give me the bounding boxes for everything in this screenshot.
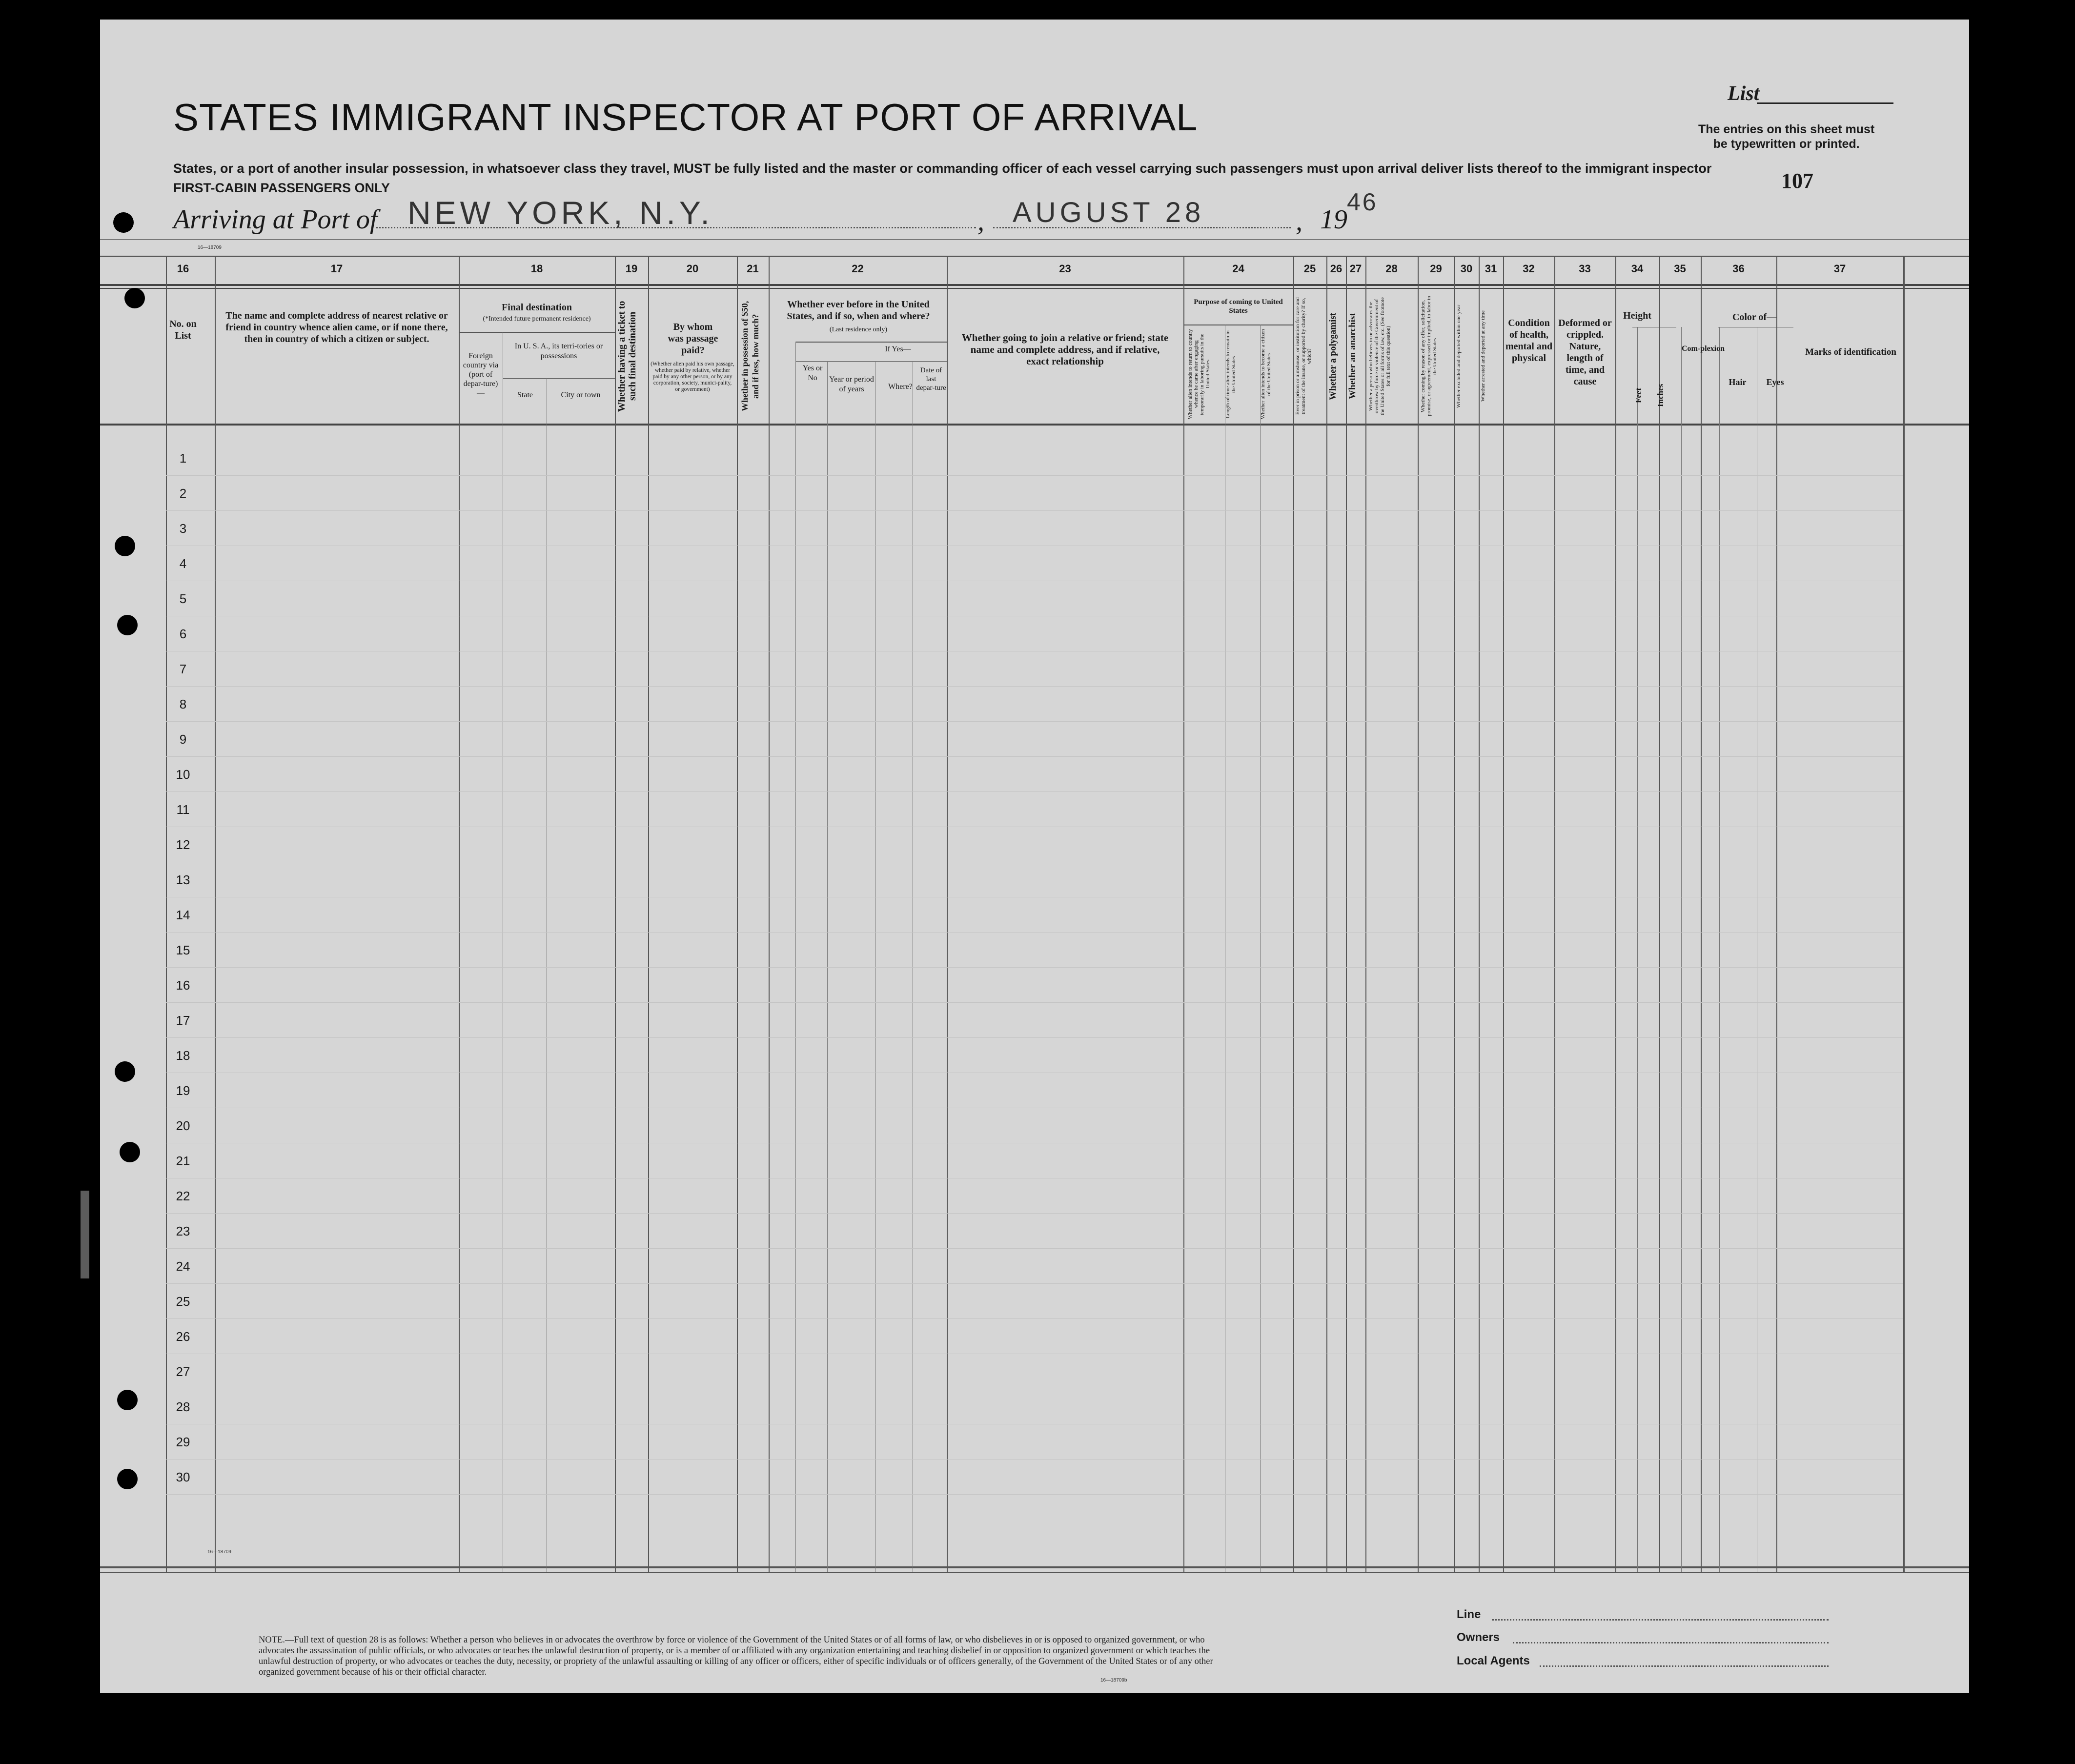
rule-top xyxy=(100,239,1969,240)
row-number: 10 xyxy=(176,767,190,782)
heading-state: State xyxy=(517,391,533,399)
column-line xyxy=(1776,256,1777,1572)
row-number: 25 xyxy=(176,1294,190,1309)
list-number-line xyxy=(1757,102,1893,104)
punch-hole xyxy=(115,1061,135,1082)
rule-column-numbers-top xyxy=(100,256,1969,257)
rule-ever-before xyxy=(795,342,947,343)
column-line xyxy=(459,256,460,1572)
list-label: List xyxy=(1728,82,1760,105)
column-line xyxy=(1346,256,1347,1572)
rule-purpose xyxy=(1183,324,1293,325)
heading-if-yes: If Yes— xyxy=(885,345,911,353)
row-number: 12 xyxy=(176,837,190,852)
row-number: 5 xyxy=(179,591,187,606)
col-26: 26 xyxy=(1330,263,1343,275)
punch-hole xyxy=(120,1142,140,1162)
row-number: 14 xyxy=(176,908,190,922)
column-line xyxy=(1418,256,1419,1572)
heading-by-whom-note: (Whether alien paid his own passage, whether paid by relative, whether paid by any other person, or by any corporation, society, munici-pality, or government) xyxy=(651,361,734,392)
col-20: 20 xyxy=(686,263,699,275)
agents-label: Local Agents xyxy=(1457,1654,1530,1667)
column-line xyxy=(737,256,738,1572)
heading-q28: Whether a person who believes in or advocates the overthrow by force or violence of the Government of the United States or all forms of law, etc. (See footnote for full text of this question) xyxy=(1368,297,1391,415)
column-line xyxy=(615,256,616,1572)
sub-column-line xyxy=(1719,327,1720,1572)
heading-q31: Whether arrested and deported at any time xyxy=(1480,310,1486,402)
footnote xyxy=(259,1635,1225,1678)
heading-anarchist: Whether an anarchist xyxy=(1347,313,1358,400)
instructions-line: States, or a port of another insular possession, in whatsoever class they travel, MUST be fully listed and the master or commanding officer of each vessel carrying such passengers must upon arrival deliver lists thereof to the immigrant inspector xyxy=(173,161,1712,176)
class-line: FIRST-CABIN PASSENGERS ONLY xyxy=(173,181,390,195)
sub-column-line xyxy=(1637,327,1638,1572)
clip-mark xyxy=(70,160,91,187)
row-number: 4 xyxy=(179,556,187,571)
row-number: 11 xyxy=(176,802,190,817)
col-16: 16 xyxy=(177,263,189,275)
punch-hole xyxy=(117,1469,138,1489)
year-suffix: 46 xyxy=(1347,188,1378,216)
heading-prison: Ever in prison or almshouse, or institution for care and treatment of the insane, or supported by charity? If so, which? xyxy=(1295,297,1312,415)
year-prefix: 19 xyxy=(1320,204,1347,235)
column-line xyxy=(769,256,770,1572)
row-rule xyxy=(166,1494,1903,1495)
col-31: 31 xyxy=(1485,263,1497,275)
row-rule xyxy=(166,1002,1903,1003)
row-rule xyxy=(166,1037,1903,1038)
heading-joining: Whether going to join a relative or friend; state name and complete address, and if relative, exact relationship xyxy=(961,332,1169,367)
rule-column-numbers-bottom-2 xyxy=(100,288,1969,289)
row-rule xyxy=(166,791,1903,792)
agents-field xyxy=(1540,1665,1829,1667)
row-number: 26 xyxy=(176,1329,190,1344)
paper-damage xyxy=(81,1191,89,1278)
form-code-bottom: 16—18709 xyxy=(207,1549,231,1555)
col-30: 30 xyxy=(1460,263,1473,275)
heading-no-on-list: No. on List xyxy=(169,319,197,341)
column-line xyxy=(1454,256,1455,1572)
footnote-code: 16—18709b xyxy=(1100,1678,1127,1683)
row-number: 15 xyxy=(176,943,190,957)
rule-usa xyxy=(503,378,615,379)
row-number: 19 xyxy=(176,1083,190,1098)
column-line xyxy=(1503,256,1504,1572)
heading-last-residence: (Last residence only) xyxy=(829,326,888,333)
row-number: 13 xyxy=(176,872,190,887)
col-23: 23 xyxy=(1059,263,1071,275)
column-line xyxy=(1554,256,1555,1572)
col-35: 35 xyxy=(1674,263,1686,275)
heading-date-departure: Date of last depar-ture xyxy=(916,366,946,392)
rule-column-numbers-bottom xyxy=(100,284,1969,286)
row-rule xyxy=(166,686,1903,687)
rule-table-bottom xyxy=(100,1566,1969,1568)
row-number: 21 xyxy=(176,1154,190,1168)
rule-final-dest xyxy=(459,332,615,333)
page-title: STATES IMMIGRANT INSPECTOR AT PORT OF ARRIVAL xyxy=(173,96,1198,139)
heading-in-usa: In U. S. A., its terri-tories or possessions xyxy=(514,342,603,360)
row-rule xyxy=(166,932,1903,933)
col-29: 29 xyxy=(1430,263,1442,275)
row-number: 22 xyxy=(176,1189,190,1203)
row-number: 9 xyxy=(179,732,187,747)
row-number: 20 xyxy=(176,1118,190,1133)
heading-final-destination-note: (*Intended future permanent residence) xyxy=(483,315,591,323)
owners-label: Owners xyxy=(1457,1631,1500,1644)
punch-hole xyxy=(117,1390,138,1410)
row-rule xyxy=(166,475,1903,476)
column-line xyxy=(1659,256,1660,1572)
row-number: 28 xyxy=(176,1399,190,1414)
column-line xyxy=(1701,256,1702,1572)
row-rule xyxy=(166,1248,1903,1249)
line-field xyxy=(1492,1619,1829,1621)
form-code-top: 16—18709 xyxy=(198,245,222,250)
col-21: 21 xyxy=(747,263,759,275)
punch-hole xyxy=(113,212,134,233)
col-25: 25 xyxy=(1303,263,1316,275)
col-24: 24 xyxy=(1232,263,1244,275)
rule-header-bottom xyxy=(100,424,1969,426)
col-27: 27 xyxy=(1349,263,1362,275)
heading-foreign-country: Foreign country via (port of depar-ture)— xyxy=(463,352,499,397)
entries-note xyxy=(1698,122,1874,151)
row-number: 24 xyxy=(176,1259,190,1274)
row-number: 3 xyxy=(179,521,187,536)
heading-ever-before: Whether ever before in the United States, and if so, when and where? xyxy=(787,299,930,322)
col-28: 28 xyxy=(1385,263,1398,275)
heading-eyes: Eyes xyxy=(1766,377,1784,387)
col-33: 33 xyxy=(1579,263,1591,275)
row-number: 8 xyxy=(179,697,187,711)
col-19: 19 xyxy=(625,263,638,275)
column-line xyxy=(648,256,649,1572)
sub-column-line xyxy=(827,361,828,1572)
row-number: 30 xyxy=(176,1470,190,1484)
sheet-number: 107 xyxy=(1781,169,1813,193)
heading-city: City or town xyxy=(561,391,601,399)
column-line xyxy=(1479,256,1480,1572)
footnote-text: —Full text of question 28 is as follows: Whether a person who believes in or advocates the overthrow by force or violence of the Government of the United States or of all forms of law, or who disbelieves in or is opposed to organized government, or who advocates the assassination of public officials, or who advocates or teaches the unlawful destruction of property, or is a member of or affiliated with any organization entertaining and teaching disbelief in or opposition to organized government or which teaches the unlawful destruction of property, or who advocates or teaches the duty, necessity, or propriety of the unlawful assaulting or killing of any officer or officers, either of specific individuals or of officers generally, of the Government of the United States or of any other organized government because of his or their official character. xyxy=(259,1635,1213,1677)
rule-table-bottom-2 xyxy=(100,1572,1969,1573)
col-32: 32 xyxy=(1523,263,1535,275)
heading-where: Where? xyxy=(888,383,913,391)
heading-final-destination: Final destination xyxy=(502,302,572,313)
row-number: 18 xyxy=(176,1048,190,1063)
row-number: 2 xyxy=(179,486,187,501)
row-rule xyxy=(166,967,1903,968)
arriving-label: Arriving at Port of xyxy=(173,204,378,235)
heading-year-period: Year or period of years xyxy=(829,375,874,393)
heading-color-of: Color of— xyxy=(1732,312,1777,323)
row-number: 6 xyxy=(179,627,187,641)
column-line xyxy=(1903,256,1905,1572)
heading-polygamist: Whether a polygamist xyxy=(1328,312,1338,400)
sub-column-line xyxy=(795,342,796,1572)
row-number: 17 xyxy=(176,1013,190,1028)
footnote-label: NOTE. xyxy=(259,1635,285,1645)
column-line xyxy=(1326,256,1327,1572)
column-line xyxy=(1293,256,1294,1572)
col-17: 17 xyxy=(330,263,343,275)
line-label: Line xyxy=(1457,1608,1481,1621)
column-line xyxy=(215,256,216,1572)
heading-purpose: Purpose of coming to United States xyxy=(1194,298,1283,315)
column-line xyxy=(1615,256,1616,1572)
heading-purpose-return: Whether alien intends to return to country whence he came after engaging temporarily in laboring pursuits in the United States xyxy=(1187,329,1211,420)
sub-column-line xyxy=(1260,324,1261,1572)
row-rule xyxy=(166,510,1903,511)
heading-hair: Hair xyxy=(1729,377,1747,387)
heading-purpose-citizen: Whether alien intends to become a citizen of the United States xyxy=(1260,329,1272,420)
entries-note-line-1: The entries on this sheet must xyxy=(1698,122,1875,136)
heading-purpose-length: Length of time alien intends to remain in the United States xyxy=(1225,330,1237,418)
manifest-sheet xyxy=(100,20,1969,1693)
heading-condition: Condition of health, mental and physical xyxy=(1505,318,1553,364)
row-number: 1 xyxy=(179,451,187,466)
heading-complexion: Com-plexion xyxy=(1682,345,1725,353)
row-number: 16 xyxy=(176,978,190,993)
column-line xyxy=(947,256,948,1572)
heading-inches: Inches xyxy=(1656,384,1665,407)
row-rule xyxy=(166,1213,1903,1214)
heading-yes-no: Yes or No xyxy=(802,364,823,382)
heading-deformed: Deformed or crippled. Nature, length of time, and cause xyxy=(1558,318,1612,387)
column-line xyxy=(1365,256,1366,1572)
heading-q29: Whether coming by reason of any offer, solicitation, promise, or agreement, expressed or implied, to labor in the United States xyxy=(1420,296,1438,417)
port-value: NEW YORK, N.Y. xyxy=(407,195,713,231)
row-rule xyxy=(166,1459,1903,1460)
row-number: 27 xyxy=(176,1364,190,1379)
col-37: 37 xyxy=(1833,263,1846,275)
heading-q30: Whether excluded and deported within one year xyxy=(1456,304,1462,408)
row-rule xyxy=(166,721,1903,722)
date-value: AUGUST 28 xyxy=(1013,197,1205,228)
punch-hole xyxy=(124,288,145,308)
heading-nearest-relative: The name and complete address of nearest relative or friend in country whence alien came, or if none there, then in country of which a citizen or subject. xyxy=(225,310,448,345)
heading-marks: Marks of identification xyxy=(1805,347,1896,357)
row-rule xyxy=(166,1318,1903,1319)
owners-field xyxy=(1513,1642,1829,1643)
row-number: 7 xyxy=(179,662,187,676)
row-rule xyxy=(166,1283,1903,1284)
column-line xyxy=(1183,256,1184,1572)
punch-hole xyxy=(117,615,138,635)
col-18: 18 xyxy=(530,263,543,275)
heading-feet: Feet xyxy=(1634,387,1643,403)
punch-hole xyxy=(115,536,135,556)
row-number: 23 xyxy=(176,1224,190,1238)
heading-ticket: Whether having a ticket to such final destination xyxy=(616,301,638,412)
row-rule xyxy=(166,756,1903,757)
heading-possession-50: Whether in possession of $50, and if less, how much? xyxy=(740,301,760,412)
sub-column-line xyxy=(1681,327,1682,1572)
row-number: 29 xyxy=(176,1435,190,1449)
comma-1: , xyxy=(977,206,984,237)
entries-note-line-2: be typewritten or printed. xyxy=(1713,137,1860,151)
col-34: 34 xyxy=(1631,263,1644,275)
col-22: 22 xyxy=(852,263,864,275)
rule-if-yes xyxy=(795,361,947,362)
comma-2: , xyxy=(1296,206,1302,237)
heading-by-whom: By whom was passage paid? xyxy=(668,322,718,356)
col-36: 36 xyxy=(1732,263,1745,275)
heading-height: Height xyxy=(1623,310,1651,321)
